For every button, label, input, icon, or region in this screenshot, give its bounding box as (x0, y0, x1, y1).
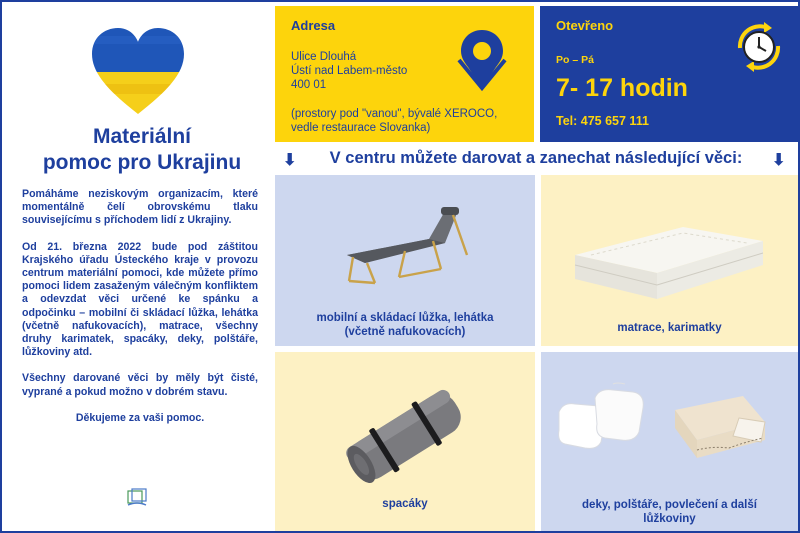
title-line-2: pomoc pro Ukrajinu (42, 151, 242, 174)
address-city: Ústí nad Labem-město (291, 65, 408, 77)
address-street: Ulice Dlouhá (291, 51, 357, 63)
opening-hours: 7- 17 hodin (556, 74, 688, 102)
address-label: Adresa (291, 18, 336, 33)
item-cell-mattress (541, 175, 798, 346)
opening-label: Otevřeno (556, 18, 614, 33)
item-cell-beds (275, 175, 535, 346)
sleeping-bag-image (335, 386, 475, 486)
address-note-line-1: (prostory pod "vanou", bývalé XEROCO, (291, 108, 498, 120)
arrow-down-icon-left: ⬇ (283, 152, 297, 169)
mattress-image (571, 207, 767, 305)
opening-hours-box (540, 6, 798, 142)
item-label-bedding (541, 498, 798, 526)
item-cell-sleeping-bags (275, 352, 535, 531)
item-label-bedding-line-2: lůžkoviny (643, 513, 696, 525)
item-cell-bedding (541, 352, 798, 531)
address-zip: 400 01 (291, 79, 327, 91)
item-label-beds-line-2: (včetně nafukovacích) (344, 326, 466, 338)
phone-number: Tel: 475 657 111 (556, 114, 649, 128)
clock-icon (730, 18, 788, 76)
page-title (22, 124, 262, 176)
item-label-bedding-line-1: deky, polštáře, povlečení a další (582, 499, 757, 511)
description (22, 188, 258, 438)
item-label-beds (275, 311, 535, 339)
paragraph-intro: Pomáháme neziskovým organizacím, které momentálně čelí obrovskému tlaku souvisejícímu s příchodem lidí z Ukrajiny. (22, 188, 258, 227)
folding-bed-image (337, 197, 477, 289)
item-label-mattress: matrace, karimatky (617, 322, 722, 334)
paragraph-condition: Všechny darované věci by měly být čisté, vyprané a pokud možno v dobrém stavu. (22, 372, 258, 398)
opening-days: Po – Pá (556, 54, 594, 66)
address-note-line-2: vedle restaurace Slovanka) (291, 122, 431, 134)
item-label-beds-line-1: mobilní a skládací lůžka, lehátka (316, 312, 494, 324)
arrow-down-icon-right: ⬇ (772, 152, 786, 169)
item-label-sleeping-bags: spacáky (382, 498, 428, 510)
organization-logo-icon (126, 488, 148, 508)
address-box (275, 6, 534, 142)
thanks-text: Děkujeme za vaši pomoc. (75, 411, 205, 424)
ukraine-heart-icon (90, 26, 186, 118)
blanket-image (669, 392, 769, 464)
title-line-1: Materiální (92, 125, 192, 148)
pillows-image (555, 382, 647, 452)
location-pin-icon (457, 26, 507, 92)
items-heading: V centru můžete darovat a zanechat následující věci: (329, 149, 743, 167)
paragraph-center: Od 21. března 2022 bude pod záštitou Krajského úřadu Ústeckého kraje v provozu centrum materiální pomoci, kde můžete přímo pomoci lidem zasaženým válečným konfliktem a odevzdat věci určené ke spánku a odpočinku – mobilní či skládací lůžka, lehátka (včetně nafukovacích), matrace, všechny druhy karimatek, spacáky, deky, polštáře, lůžkoviny atd. (22, 240, 258, 359)
